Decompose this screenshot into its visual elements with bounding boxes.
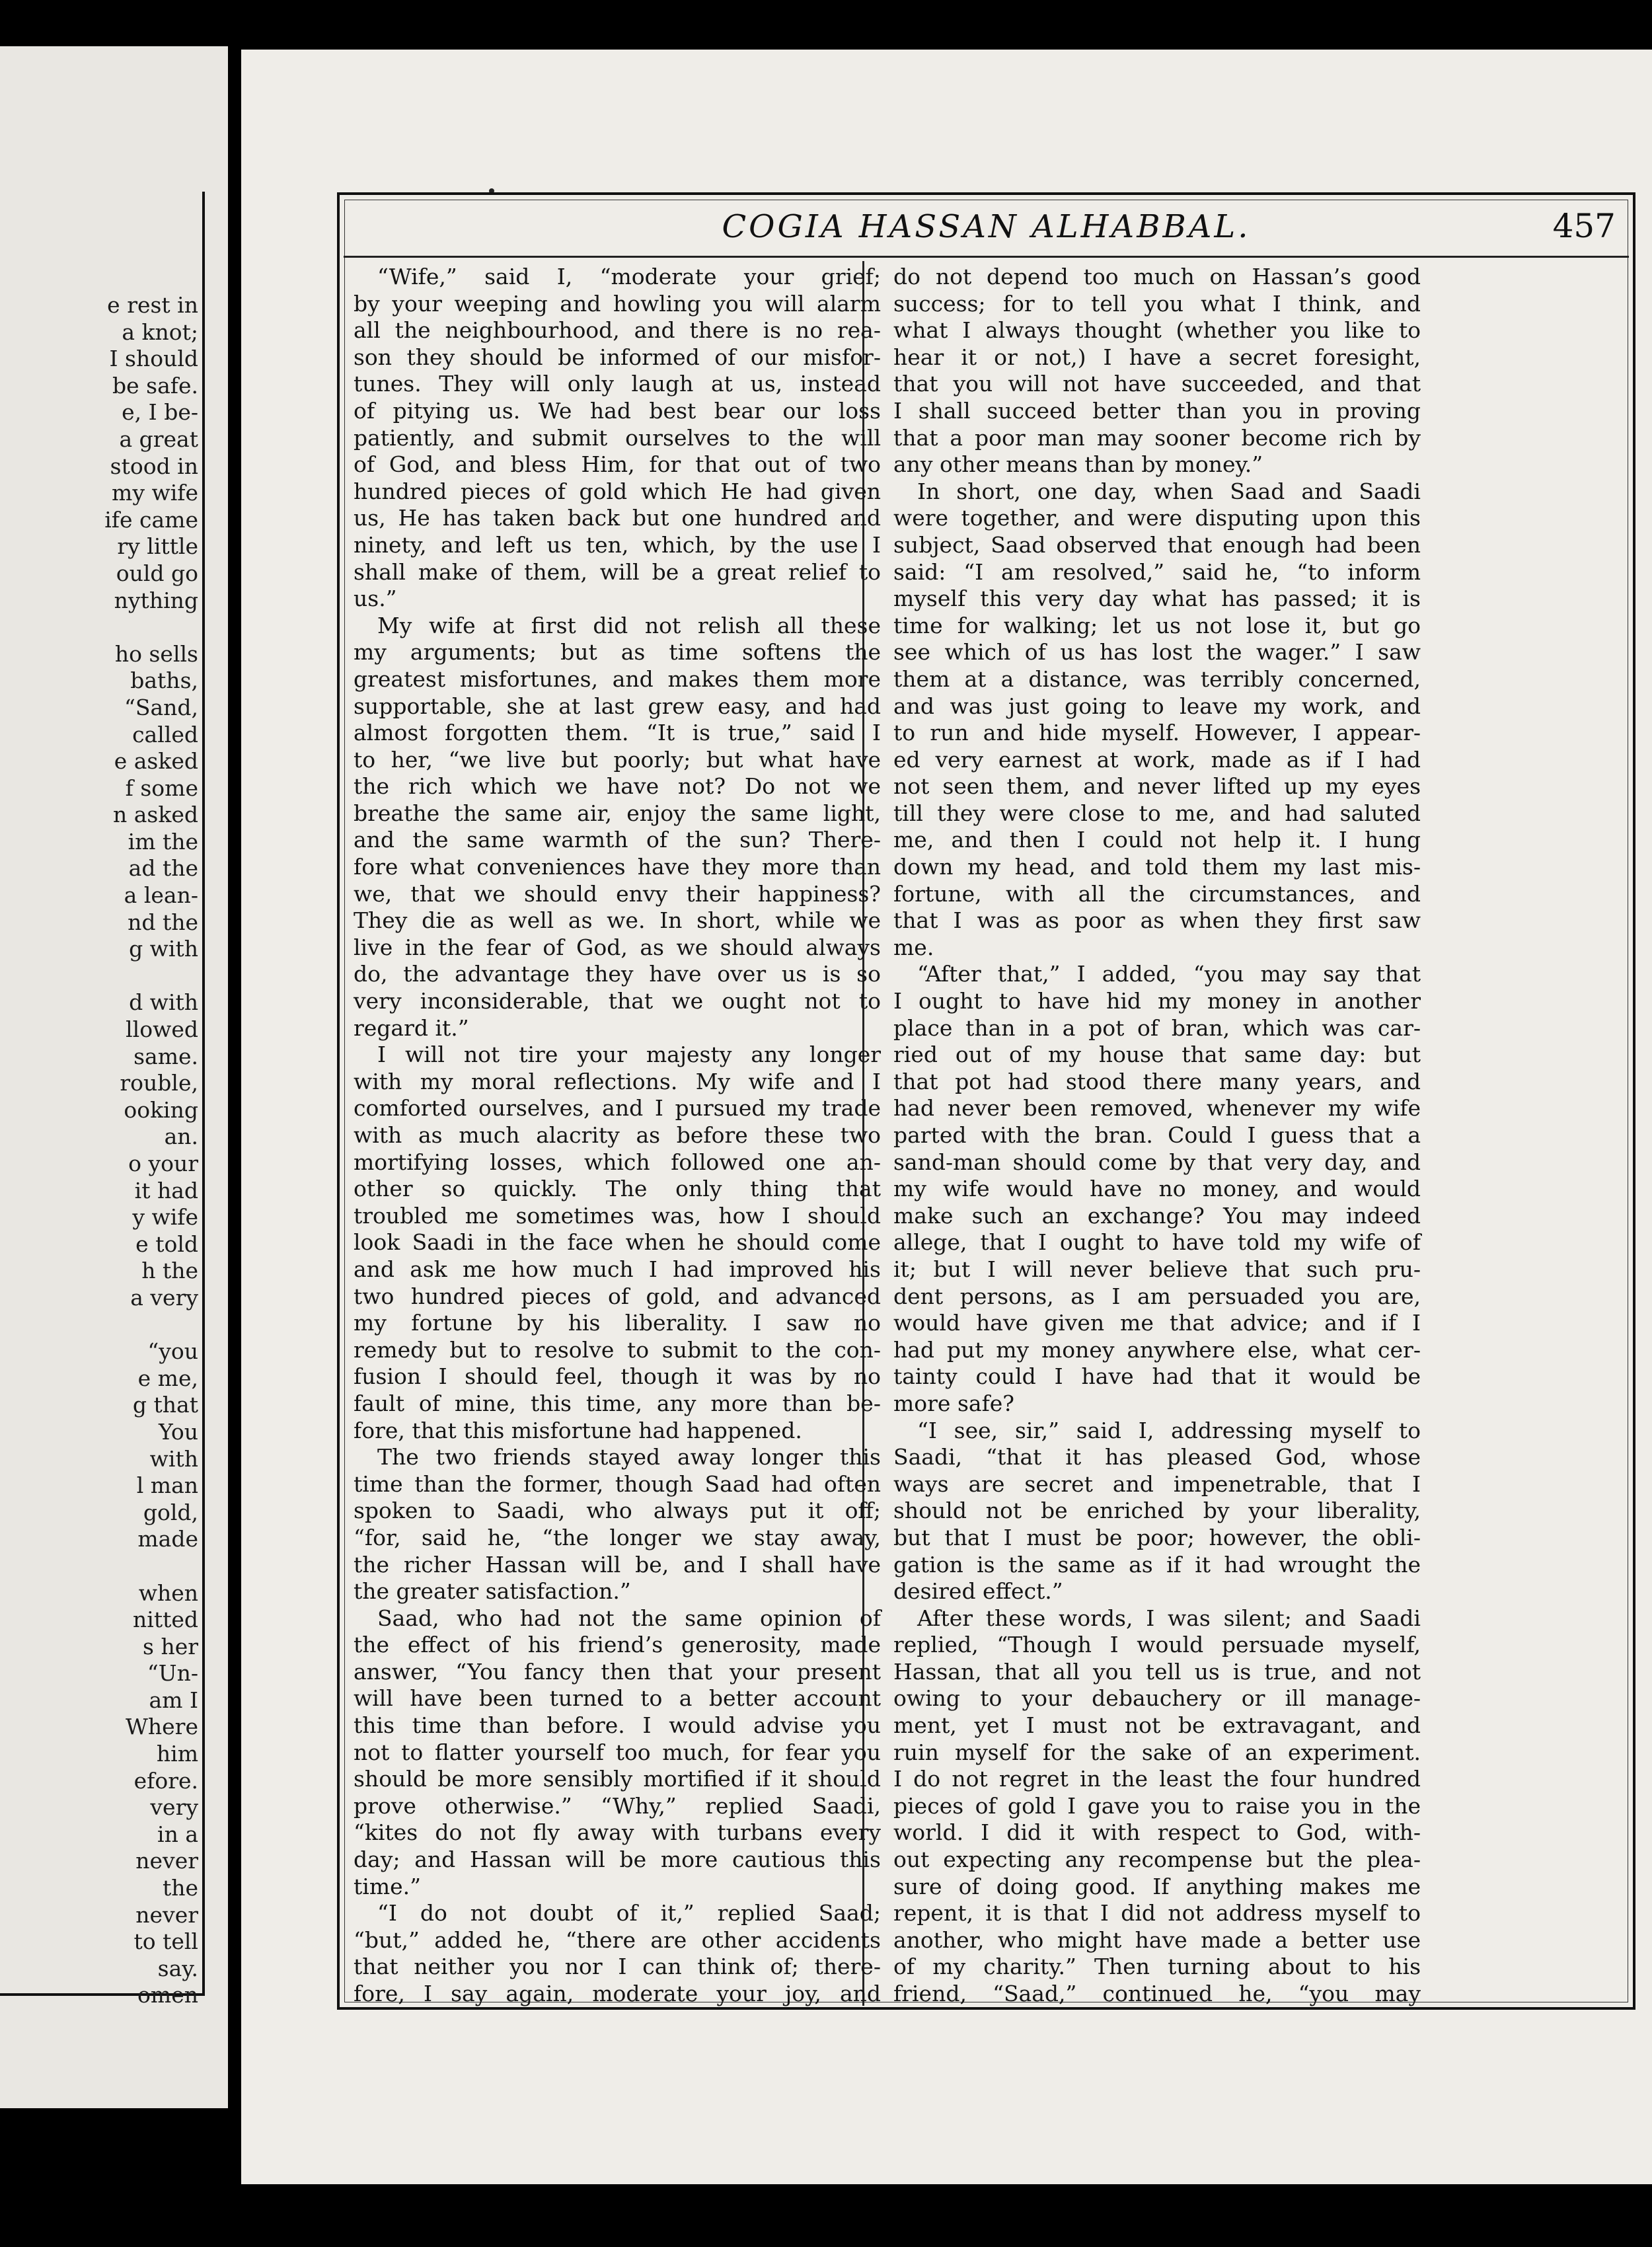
text-line: desired effect.” (893, 1578, 1063, 1605)
text-line: all the neighbourhood, and there is no rea- (354, 317, 881, 344)
page-number: 457 (1552, 207, 1616, 245)
text-line: They die as well as we. In short, while we (354, 907, 881, 934)
text-line: owing to your debauchery or ill manage- (893, 1685, 1421, 1712)
header-rule (344, 256, 1629, 258)
text-line: never (135, 1848, 198, 1874)
text-line: ways are secret and impenetrable, that I (893, 1470, 1421, 1497)
text-line: I should (109, 346, 198, 372)
text-line: e me, (137, 1365, 198, 1391)
text-line: ry little (117, 533, 198, 560)
text-line: that I was as poor as when they first saw (893, 907, 1421, 934)
text-line: nd the (128, 909, 198, 935)
text-line: us, He has taken back but one hundred and (354, 505, 881, 531)
text-line: with my moral reflections. My wife and I (354, 1068, 881, 1094)
text-line: called (132, 721, 198, 747)
text-line: look Saadi in the face when he should come (354, 1229, 881, 1256)
text-line: my wife (112, 480, 198, 506)
text-line: any other means than by money.” (893, 451, 1263, 478)
text-line: will have been turned to a better account (354, 1685, 881, 1712)
text-line: pieces of gold I gave you to raise you in the (893, 1792, 1421, 1819)
text-line: when (138, 1580, 198, 1606)
text-line: would have given me that advice; and if I (893, 1310, 1421, 1336)
text-line: should be more sensibly mortified if it should (354, 1766, 881, 1792)
text-line: troubled me sometimes was, how I should (354, 1202, 881, 1229)
text-line: n asked (112, 802, 198, 828)
text-line: in a (157, 1821, 198, 1847)
text-line: y wife (132, 1204, 198, 1231)
text-line: “kites do not fly away with turbans every (354, 1819, 881, 1846)
text-line: day; and Hassan will be more cautious this (354, 1847, 881, 1873)
text-line: d with (129, 989, 198, 1016)
text-line: hear it or not,) I have a secret foresight, (893, 344, 1421, 370)
text-line: ould go (116, 560, 198, 586)
text-line: time for walking; let us not lose it, but go (893, 612, 1421, 638)
text-line: and ask me how much I had improved his (354, 1256, 881, 1282)
text-line: My wife at first did not relish all these (377, 612, 881, 638)
text-line: mortifying losses, which followed one an- (354, 1149, 881, 1175)
text-line: very inconsiderable, that we ought not to (354, 988, 881, 1014)
text-line: I shall succeed better than you in proving (893, 397, 1421, 424)
text-line: I do not regret in the least the four hundred (893, 1766, 1421, 1792)
text-line: h the (141, 1258, 198, 1284)
text-line: we, that we should envy their happiness? (354, 880, 881, 907)
text-line: with (149, 1445, 198, 1472)
text-line: to her, “we live but poorly; but what have (354, 746, 881, 773)
text-line: but that I must be poor; however, the obli- (893, 1524, 1421, 1550)
text-line: ooking (124, 1096, 198, 1123)
text-line: “I see, sir,” said I, addressing myself to (917, 1417, 1421, 1443)
text-line: the effect of his friend’s generosity, made (354, 1632, 881, 1658)
text-line: this time than before. I would advise you (354, 1712, 881, 1739)
text-line: it had (134, 1177, 198, 1203)
text-line: a knot; (122, 319, 198, 345)
text-line: g that (132, 1392, 198, 1418)
text-line: same. (133, 1043, 198, 1069)
text-line: fore, that this misfortune had happened. (354, 1417, 802, 1443)
text-line: a very (130, 1284, 198, 1311)
text-line: ad the (128, 855, 198, 882)
text-line: do, the advantage they have over us is so (354, 961, 881, 987)
text-line: ruin myself for the sake of an experiment. (893, 1739, 1421, 1765)
text-line: am I (149, 1687, 198, 1713)
text-line: live in the fear of God, as we should always (354, 934, 881, 960)
text-line: till they were close to me, and had saluted (893, 800, 1421, 826)
text-line: the richer Hassan will be, and I shall have (354, 1551, 881, 1578)
text-line: efore. (133, 1767, 198, 1794)
text-line: out expecting any recompense but the plea- (893, 1847, 1421, 1873)
text-line: In short, one day, when Saad and Saadi (917, 478, 1421, 504)
text-line: do not depend too much on Hassan’s good (893, 264, 1421, 289)
text-line: hundred pieces of gold which He had given (354, 478, 881, 504)
text-line: us.” (354, 586, 397, 612)
text-line: to tell (133, 1928, 198, 1955)
text-line: shall make of them, will be a great relief to (354, 558, 881, 585)
text-line: gation is the same as if it had wrought the (893, 1551, 1421, 1578)
text-line: fore what conveniences have they more than (354, 854, 881, 880)
text-line: of my charity.” Then turning about to his (893, 1954, 1421, 1980)
text-line: had never been removed, whenever my wife (893, 1095, 1421, 1122)
text-line: ried out of my house that same day: but (893, 1042, 1421, 1068)
text-line: by your weeping and howling you will alarm (354, 290, 881, 317)
text-line: them at a distance, was terribly concerned, (893, 666, 1421, 692)
text-line: of pitying us. We had best bear our loss (354, 397, 881, 424)
text-line: e asked (114, 748, 198, 775)
text-line: success; for to tell you what I think, and (893, 290, 1421, 317)
text-line: gold, (143, 1499, 198, 1525)
text-line: ife came (104, 506, 198, 533)
text-line: “Un- (147, 1660, 198, 1687)
text-line: greatest misfortunes, and makes them more (354, 666, 881, 692)
text-line: dent persons, as I am persuaded you are, (893, 1283, 1421, 1309)
text-line: l man (136, 1472, 198, 1499)
text-line: place than in a pot of bran, which was car- (893, 1014, 1421, 1041)
text-line: s her (143, 1633, 198, 1659)
text-line: to run and hide myself. However, I appear- (893, 720, 1421, 746)
text-line: After these words, I was silent; and Saadi (917, 1605, 1421, 1631)
text-line: Where (125, 1714, 198, 1740)
text-line: never (135, 1901, 198, 1928)
text-line: other so quickly. The only thing that (354, 1176, 881, 1202)
text-line (0, 1553, 198, 1580)
text-line: tunes. They will only laugh at us, instead (354, 371, 881, 397)
text-line: prove otherwise.” “Why,” replied Saadi, (354, 1792, 881, 1819)
text-line: fortune, with all the circumstances, and (893, 880, 1421, 907)
text-line: were together, and were disputing upon this (893, 505, 1421, 531)
text-line: made (137, 1526, 198, 1552)
text-line: You (158, 1418, 198, 1445)
text-line: “I do not doubt of it,” replied Saad; (377, 1900, 881, 1926)
text-line: should not be enriched by your liberality, (893, 1498, 1421, 1524)
text-line: parted with the bran. Could I guess that a (893, 1122, 1421, 1148)
text-line: and was just going to leave my work, and (893, 693, 1421, 719)
text-line: said: “I am resolved,” said he, “to inform (893, 558, 1421, 585)
text-line: almost forgotten them. “It is true,” said I (354, 720, 881, 746)
text-line: that pot had stood there many years, and (893, 1068, 1421, 1094)
text-line: myself this very day what has passed; it is (893, 586, 1421, 612)
text-line: patiently, and submit ourselves to the will (354, 424, 881, 451)
text-line: rouble, (120, 1070, 198, 1096)
text-line: son they should be informed of our misfor- (354, 344, 881, 370)
text-line: down my head, and told them my last mis- (893, 854, 1421, 880)
text-line: remedy but to resolve to submit to the con- (354, 1336, 881, 1363)
text-line: I ought to have hid my money in another (893, 988, 1421, 1014)
text-line: sand-man should come by that very day, and (893, 1149, 1421, 1175)
text-line: of God, and bless Him, for that out of two (354, 451, 881, 478)
text-line: me. (893, 934, 934, 960)
text-line: make such an exchange? You may indeed (893, 1202, 1421, 1229)
text-line: two hundred pieces of gold, and advanced (354, 1283, 881, 1309)
text-line: “After that,” I added, “you may say that (917, 961, 1421, 987)
text-line: tainty could I have had that it would be (893, 1363, 1421, 1390)
text-line: f some (125, 775, 198, 801)
text-line: e told (135, 1231, 198, 1257)
previous-page-border (202, 192, 205, 1996)
text-line: that you will not have succeeded, and that (893, 371, 1421, 397)
text-line: be safe. (112, 372, 198, 399)
text-line: sure of doing good. If anything makes me (893, 1873, 1421, 1899)
text-line: world. I did it with respect to God, with- (893, 1819, 1421, 1846)
text-line: nything (114, 587, 198, 613)
text-line: subject, Saad observed that enough had been (893, 531, 1421, 558)
text-line (0, 614, 198, 641)
text-line: time than the former, though Saad had often (354, 1470, 881, 1497)
text-line: and the same warmth of the sun? There- (354, 827, 881, 853)
text-line: Hassan, that all you tell us is true, and not (893, 1658, 1421, 1685)
text-line: it; but I will never believe that such pru- (893, 1256, 1421, 1282)
text-line: Saadi, “that it has pleased God, whose (893, 1444, 1421, 1470)
text-line: Saad, who had not the same opinion of (377, 1605, 881, 1631)
text-line: “Sand, (124, 694, 198, 720)
text-line: e, I be- (122, 399, 198, 426)
text-line: spoken to Saadi, who always put it off; (354, 1498, 881, 1524)
text-line: me, and then I could not help it. I hung (893, 827, 1421, 853)
text-line: ment, yet I must not be extravagant, and (893, 1712, 1421, 1739)
text-line: stood in (110, 453, 198, 479)
text-line: with as much alacrity as before these two (354, 1122, 881, 1148)
text-column-right (893, 264, 1421, 2008)
text-line: that a poor man may sooner become rich by (893, 424, 1421, 451)
text-line: o your (128, 1151, 198, 1176)
text-line: The two friends stayed away longer this (377, 1444, 881, 1470)
text-line: I will not tire your majesty any longer (377, 1042, 881, 1068)
text-line: ho sells (114, 640, 198, 667)
text-line: “but,” added he, “there are other accidents (354, 1926, 881, 1953)
text-line (0, 1312, 198, 1339)
text-line: “for, said he, “the longer we stay away, (354, 1524, 881, 1550)
text-line: fore, I say again, moderate your joy, and (354, 1981, 881, 2006)
text-line: nitted (133, 1607, 198, 1633)
text-line: e rest in (107, 292, 198, 318)
text-line (0, 963, 198, 990)
previous-page-fragment (0, 46, 228, 2108)
text-line: breathe the same air, enjoy the same light, (354, 800, 881, 826)
running-header (344, 199, 1629, 252)
text-line: an. (164, 1124, 198, 1150)
text-line: time.” (354, 1873, 421, 1899)
text-line: allege, that I ought to have told my wife of (893, 1229, 1421, 1256)
text-line: ninety, and left us ten, which, by the use I (354, 531, 881, 558)
text-line: g with (129, 936, 198, 962)
text-line: had put my money anywhere else, what cer- (893, 1336, 1421, 1363)
text-line: him (156, 1741, 198, 1767)
text-line: my wife would have no money, and would (893, 1176, 1421, 1202)
previous-page-text (0, 292, 198, 2009)
text-line: fusion I should feel, though it was by no (354, 1363, 881, 1390)
text-line: a lean- (124, 882, 198, 909)
text-line: the rich which we have not? Do not we (354, 773, 881, 800)
text-line: see which of us has lost the wager.” I saw (893, 639, 1421, 666)
running-title: COGIA HASSAN ALHABBAL. (722, 208, 1251, 245)
text-line: the greater satisfaction.” (354, 1578, 631, 1605)
text-line: that neither you nor I can think of; there- (354, 1954, 881, 1980)
book-page (241, 50, 1652, 2184)
text-line: what I always thought (whether you like to (893, 317, 1421, 344)
text-line: not to flatter yourself too much, for fear you (354, 1739, 881, 1765)
text-line: the (162, 1875, 198, 1901)
text-line: baths, (130, 667, 198, 694)
text-line: say. (157, 1955, 198, 1981)
text-line: fault of mine, this time, any more than be- (354, 1390, 881, 1416)
text-line: “you (147, 1338, 198, 1365)
text-line: llowed (126, 1016, 198, 1043)
text-line: my arguments; but as time softens the (354, 639, 881, 666)
text-line: ed very earnest at work, made as if I had (893, 746, 1421, 773)
text-line: my fortune by his liberality. I saw no (354, 1310, 881, 1336)
text-line: answer, “You fancy then that your present (354, 1658, 881, 1685)
text-line: a great (119, 426, 198, 452)
text-line: im the (128, 828, 198, 855)
text-line: repent, it is that I did not address myself to (893, 1900, 1421, 1926)
text-line: more safe? (893, 1390, 1014, 1416)
text-line: comforted ourselves, and I pursued my trade (354, 1095, 881, 1122)
text-line: friend, “Saad,” continued he, “you may (893, 1981, 1421, 2006)
text-line: replied, “Though I would persuade myself, (893, 1632, 1421, 1658)
text-line: omen (137, 1982, 198, 2008)
text-line: regard it.” (354, 1014, 469, 1041)
text-line: very (150, 1794, 198, 1821)
text-line: “Wife,” said I, “moderate your grief; (377, 264, 881, 289)
text-column-left (354, 264, 881, 2008)
text-line: supportable, she at last grew easy, and had (354, 693, 881, 719)
text-line: another, who might have made a better use (893, 1926, 1421, 1953)
text-line: not seen them, and never lifted up my eyes (893, 773, 1421, 800)
